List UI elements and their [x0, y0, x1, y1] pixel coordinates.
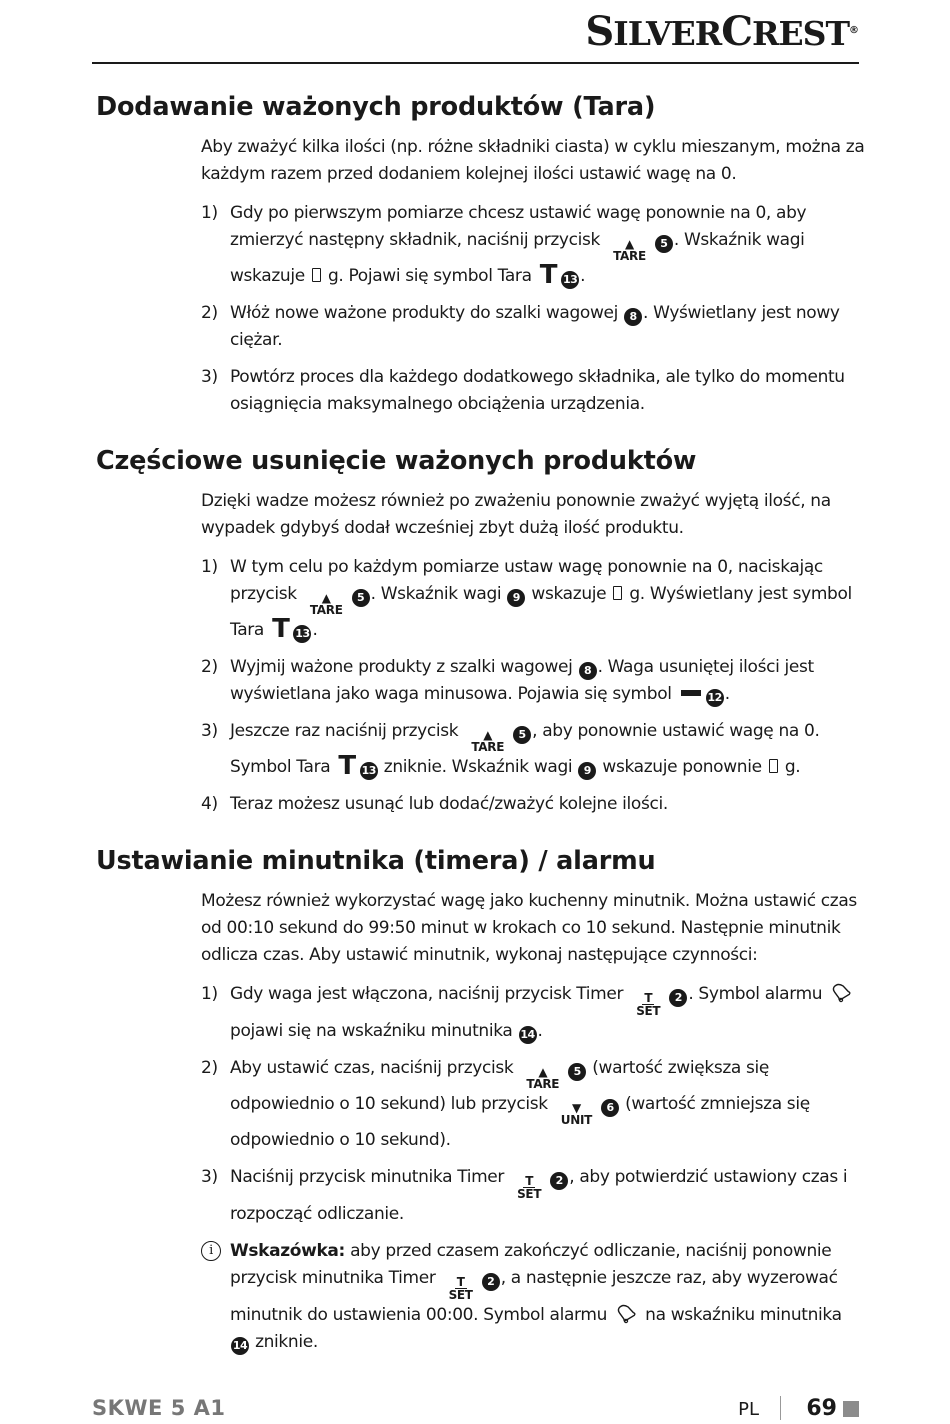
ref-badge-2: 2: [669, 989, 687, 1007]
step-text: g.: [784, 757, 801, 777]
list-item: [201, 554, 866, 644]
ref-badge-6: 6: [601, 1099, 619, 1117]
tare-button-icon: ▲ TARE: [526, 1065, 560, 1091]
list-item: [201, 300, 866, 354]
page-content: [96, 92, 866, 1356]
tare-button-icon: ▲ TARE: [471, 728, 505, 754]
step-text: g. Pojawi się symbol Tara: [327, 266, 532, 286]
header-rule: [92, 62, 859, 64]
unit-button-icon: ▼ UNIT: [560, 1101, 593, 1127]
ref-badge-8: 8: [579, 662, 597, 680]
zero-digit-icon: [312, 268, 321, 282]
step-number: 1): [201, 557, 218, 577]
step-text: .: [537, 1021, 543, 1041]
brand-logo: SILVERCREST®: [585, 8, 858, 55]
ref-badge-13: 13: [293, 625, 311, 643]
model-number: SKWE 5 A1: [92, 1396, 226, 1420]
step-text: . Wskaźnik wagi: [370, 584, 502, 604]
ref-badge-8: 8: [624, 308, 642, 326]
list-item: [201, 1055, 866, 1154]
step-number: 2): [201, 1058, 218, 1078]
step-text: W tym celu po każdym pomiarze ustaw wagę ponownie na 0, naciskając przycisk: [230, 557, 823, 604]
step-number: 3): [201, 721, 218, 741]
tara-symbol-icon: T: [539, 260, 558, 290]
list-item: [201, 791, 866, 818]
timer-set-button-icon: T SET: [448, 1275, 473, 1302]
ref-badge-12: 12: [706, 689, 724, 707]
step-text: .: [580, 266, 586, 286]
step-text: Gdy po pierwszym pomiarze chcesz ustawić wagę ponownie na 0, aby zmierzyć następny składnik, naciśnij przycisk: [230, 203, 807, 250]
ref-badge-5: 5: [513, 726, 531, 744]
step-text: . Waga usuniętej ilości jest wyświetlana jako waga minusowa. Pojawia się symbol: [230, 657, 814, 704]
ref-badge-2: 2: [482, 1273, 500, 1291]
step-text: (wartość zmniejsza się odpowiednio o 10 sekund).: [230, 1094, 810, 1150]
list-item: [201, 364, 866, 418]
info-note: [201, 1238, 866, 1356]
tare-button-icon: ▲ TARE: [613, 237, 646, 263]
step-text: , aby potwierdzić ustawiony czas i rozpocząć odliczanie.: [230, 1167, 848, 1224]
note-text: zniknie.: [255, 1332, 318, 1352]
list-item: [201, 200, 866, 290]
step-text: . Wskaźnik wagi wskazuje: [230, 230, 805, 286]
tare-button-icon: ▲ TARE: [309, 591, 343, 617]
step-text: (wartość zwiększa się odpowiednio o 10 sekund) lub przycisk: [230, 1058, 770, 1114]
step-text: wskazuje ponownie: [602, 757, 762, 777]
step-list: [96, 200, 866, 418]
ref-badge-9: 9: [578, 762, 596, 780]
step-text: Włóż nowe ważone produkty do szalki wagowej: [230, 303, 618, 323]
section-title: Ustawianie minutnika (timera) / alarmu: [96, 846, 656, 876]
step-text: pojawi się na wskaźniku minutnika: [230, 1021, 513, 1041]
step-text: Gdy waga jest włączona, naciśnij przycisk Timer: [230, 984, 624, 1004]
step-list: [96, 554, 866, 818]
step-number: 2): [201, 657, 218, 677]
step-text: .: [312, 620, 318, 640]
ref-badge-13: 13: [360, 762, 378, 780]
step-text: zniknie. Wskaźnik wagi: [383, 757, 573, 777]
ref-badge-13: 13: [561, 271, 579, 289]
page-footer: [92, 1396, 859, 1424]
step-number: 1): [201, 203, 218, 223]
step-text: wskazuje: [531, 584, 607, 604]
ref-badge-5: 5: [568, 1063, 586, 1081]
ref-badge-5: 5: [655, 235, 673, 253]
zero-digit-icon: [769, 759, 778, 773]
step-number: 2): [201, 303, 218, 323]
list-item: [201, 1164, 866, 1228]
zero-digit-icon: [613, 586, 622, 600]
tara-symbol-icon: T: [338, 751, 356, 781]
note-text: , a następnie jeszcze raz, aby wyzerować minutnik do ustawienia 00:00. Symbol alarmu: [230, 1268, 838, 1325]
info-icon: i: [201, 1241, 221, 1261]
footer-divider: [780, 1396, 781, 1420]
ref-badge-9: 9: [507, 589, 525, 607]
timer-set-button-icon: T SET: [636, 991, 661, 1018]
step-text: g. Wyświetlany jest symbol Tara: [230, 584, 852, 640]
bell-icon: [615, 1302, 637, 1324]
step-text: Naciśnij przycisk minutnika Timer: [230, 1167, 505, 1187]
step-number: 4): [201, 794, 218, 814]
ref-badge-14: 14: [519, 1026, 537, 1044]
section-intro: Możesz również wykorzystać wagę jako kuchenny minutnik. Można ustawić czas od 00:10 sekund do 99:50 minut w krokach co 10 sekund. Następnie minutnik odlicza czas. Aby ustawić minutnik, wykonaj następujące czynności:: [201, 891, 857, 965]
step-text: . Wyświetlany jest nowy ciężar.: [230, 303, 840, 350]
note-text: aby przed czasem zakończyć odliczanie, naciśnij ponownie przycisk minutnika Timer: [230, 1241, 832, 1288]
note-label: Wskazówka:: [230, 1241, 346, 1261]
tara-symbol-icon: T: [272, 614, 290, 644]
square-marker-icon: [843, 1401, 859, 1417]
step-number: 1): [201, 984, 218, 1004]
ref-badge-5: 5: [352, 589, 370, 607]
list-item: [201, 654, 866, 708]
step-list: [96, 981, 866, 1228]
minus-symbol-icon: [681, 690, 701, 696]
step-number: 3): [201, 367, 218, 387]
ref-badge-2: 2: [550, 1172, 568, 1190]
list-item: [201, 981, 866, 1045]
step-text: .: [724, 684, 730, 704]
page-number: 69: [806, 1396, 837, 1421]
section-intro: Aby zważyć kilka ilości (np. różne składniki ciasta) w cyklu mieszanym, można za każdym razem przed dodaniem kolejnej ilości ustawić wagę na 0.: [201, 137, 865, 184]
step-text: Jeszcze raz naciśnij przycisk: [230, 721, 459, 741]
section-title: Dodawanie ważonych produktów (Tara): [96, 92, 656, 122]
step-text: Wyjmij ważone produkty z szalki wagowej: [230, 657, 573, 677]
section-intro: Dzięki wadze możesz również po zważeniu ponownie zważyć wyjętą ilość, na wypadek gdybyś dodał wcześniej zbyt dużą ilość produktu.: [201, 491, 831, 538]
step-text: Powtórz proces dla każdego dodatkowego składnika, ale tylko do momentu osiągnięcia maksymalnego obciążenia urządzenia.: [230, 367, 845, 414]
step-text: Aby ustawić czas, naciśnij przycisk: [230, 1058, 514, 1078]
step-text: , aby ponownie ustawić wagę na 0. Symbol Tara: [230, 721, 820, 777]
step-text: . Symbol alarmu: [688, 984, 823, 1004]
bell-icon: [830, 981, 852, 1003]
ref-badge-14: 14: [231, 1337, 249, 1355]
note-text: na wskaźniku minutnika: [645, 1305, 842, 1325]
step-number: 3): [201, 1167, 218, 1187]
step-text: Teraz możesz usunąć lub dodać/zważyć kolejne ilości.: [230, 794, 668, 814]
list-item: [201, 718, 866, 781]
language-code: PL: [738, 1399, 759, 1420]
timer-set-button-icon: T SET: [517, 1174, 542, 1201]
section-title: Częściowe usunięcie ważonych produktów: [96, 446, 697, 476]
